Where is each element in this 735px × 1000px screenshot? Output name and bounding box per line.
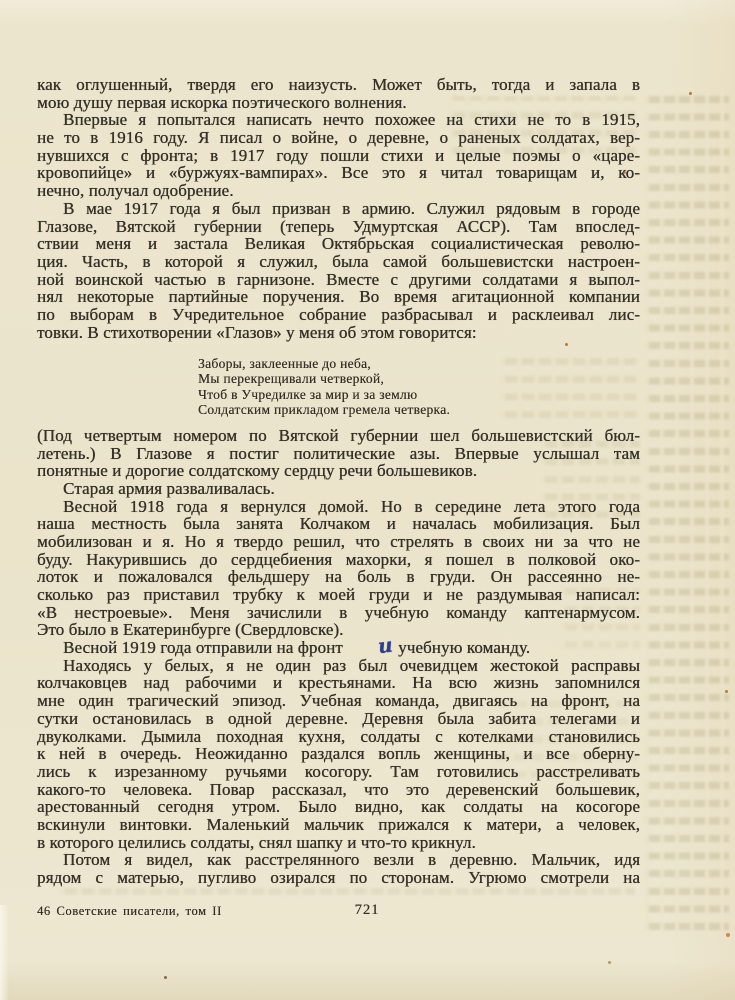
text-line: буду. Накурившись до сердцебиения махорки, я пошел в полковой око- bbox=[37, 549, 640, 569]
page-number: 721 bbox=[354, 902, 380, 918]
text-line: Впервые я попытался написать нечто похожее на стихи не то в 1915, bbox=[63, 110, 640, 130]
text-line: Старая армия разваливалась. bbox=[63, 478, 275, 498]
text-line: колчаковцев над рабочими и крестьянами. На всю жизнь запомнился bbox=[37, 673, 640, 693]
text-line: наша местность была занята Колчаком и началась мобилизация. Был bbox=[37, 514, 640, 534]
text-line: к ней в очередь. Неожиданно раздался вопль женщины, и все оберну- bbox=[37, 744, 640, 764]
text-line: В мае 1917 года я был призван в армию. Служил рядовым в городе bbox=[63, 198, 640, 218]
text-line: как оглушенный, твердя его наизусть. Может быть, тогда и запала в bbox=[37, 75, 640, 94]
text-line: мою душу первая искорка поэтического волнения. bbox=[37, 92, 407, 112]
paragraph bbox=[37, 851, 640, 886]
paragraph bbox=[37, 427, 640, 480]
text-line: какого-то человека. Повар рассказал, что это деревенский большевик, bbox=[37, 779, 640, 799]
text-line: кровопийце» и «буржуях-вампирах». Все это я читал товарищам и, ко- bbox=[37, 163, 640, 183]
text-line: ствии меня и застала Великая Октябрьская социалистическая револю- bbox=[37, 234, 640, 254]
verse-block bbox=[198, 356, 640, 418]
text-line: ной воинской частью в гарнизоне. Вместе с другими солдатами я выпол- bbox=[37, 269, 640, 289]
text-line: арестованный сегодня утром. Было видно, как солдаты на косогоре bbox=[37, 797, 640, 817]
text-line: нечно, получал одобрение. bbox=[37, 181, 234, 201]
paragraph bbox=[37, 111, 640, 199]
text-line: двуколками. Дымила походная кухня, солдаты с котелками становились bbox=[37, 726, 640, 746]
text-line: Потом я видел, как расстрелянного везли в деревню. Мальчик, идя bbox=[63, 850, 640, 870]
text-segment: учебную команду. bbox=[393, 638, 531, 658]
text-line: Это было в Екатеринбурге (Свердловске). bbox=[37, 620, 344, 640]
text-segment: Весной 1919 года отправили на фронт bbox=[63, 638, 348, 658]
text-line: Весной 1918 года я вернулся домой. Но в середине лета этого года bbox=[63, 496, 640, 516]
text-line: понятные и дорогие солдатскому сердцу речи большевиков. bbox=[37, 461, 478, 481]
text-line: мобилизован и я. Но я твердо решил, что стрелять в своих ни за что не bbox=[37, 531, 640, 551]
page-showthrough bbox=[645, 88, 729, 930]
paper-speck bbox=[726, 933, 730, 937]
paragraph bbox=[37, 76, 640, 111]
verse-line: Заборы, заклеенные до неба, bbox=[198, 355, 371, 371]
text-line bbox=[37, 632, 640, 659]
text-line: вскинули винтовки. Маленький мальчик прижался к матери, а человек, bbox=[37, 814, 640, 834]
paper-speck bbox=[164, 976, 167, 979]
verse-line: Чтоб в Учредилке за мир и за землю bbox=[198, 386, 418, 402]
paragraph bbox=[37, 657, 640, 852]
paper-speck bbox=[608, 961, 611, 964]
paragraph bbox=[37, 498, 640, 640]
footer-signature: 46 Советские писатели, том II bbox=[37, 904, 222, 918]
handwritten-annotation: и bbox=[376, 632, 395, 659]
verse-line: Солдатским прикладом гремела четверка. bbox=[198, 402, 451, 418]
page-footer bbox=[37, 902, 640, 922]
text-line: мне один трагический эпизод. Учебная команда, двигаясь на фронт, на bbox=[37, 691, 640, 711]
text-line: ция. Часть, в которой я служил, была самой большевистски настроен- bbox=[37, 251, 640, 271]
text-block bbox=[37, 76, 640, 887]
text-line: сколько раз приставил трубку к моей груди и не раздумывая написал: bbox=[37, 585, 640, 604]
text-line: по выборам в Учредительное собрание разбрасывал и расклеивал лис- bbox=[37, 304, 640, 324]
text-line: Глазове, Вятской губернии (теперь Удмуртская АССР). Там впослед- bbox=[37, 216, 640, 236]
text-line: нувшихся с фронта; в 1917 году пошли стихи и целые поэмы о «царе- bbox=[37, 145, 640, 165]
verse-line: Мы перекрещивали четверкой, bbox=[198, 371, 385, 387]
text-line: летень.) В Глазове я постиг политические азы. Впервые услышал там bbox=[37, 443, 640, 463]
text-line: нял некоторые партийные поручения. Во время агитационной компании bbox=[37, 287, 640, 307]
paragraph bbox=[37, 200, 640, 342]
paragraph bbox=[37, 480, 640, 498]
text-line: товки. В стихотворении «Глазов» у меня об этом говорится: bbox=[37, 322, 477, 342]
text-line: (Под четвертым номером по Вятской губернии шел большевистский бюл- bbox=[37, 425, 640, 445]
text-line: рядом с матерью, пугливо озирался по сторонам. Угрюмо смотрели на bbox=[37, 868, 640, 887]
text-line: Находясь у белых, я не один раз был очевидцем жестокой расправы bbox=[63, 655, 640, 675]
text-line: в которого целились солдаты, снял шапку и что-то крикнул. bbox=[37, 832, 476, 852]
paragraph bbox=[37, 632, 640, 659]
text-line: «В нестроевые». Меня зачислили в учебную команду каптенармусом. bbox=[37, 602, 640, 622]
paper-speck bbox=[725, 690, 728, 693]
text-line: лоток и пожаловался фельдшеру на боль в груди. Он рассеянно не- bbox=[37, 567, 640, 587]
paper-speck bbox=[689, 92, 692, 95]
text-line: не то в 1916 году. Я писал о войне, о деревне, о раненых солдатах, вер- bbox=[37, 128, 640, 148]
text-line: сутки остановилась в одной деревне. Деревня была забита телегами и bbox=[37, 708, 640, 728]
page-showthrough bbox=[60, 886, 635, 895]
text-line: лись к изрезанному ручьями косогору. Там готовились расстреливать bbox=[37, 761, 640, 781]
